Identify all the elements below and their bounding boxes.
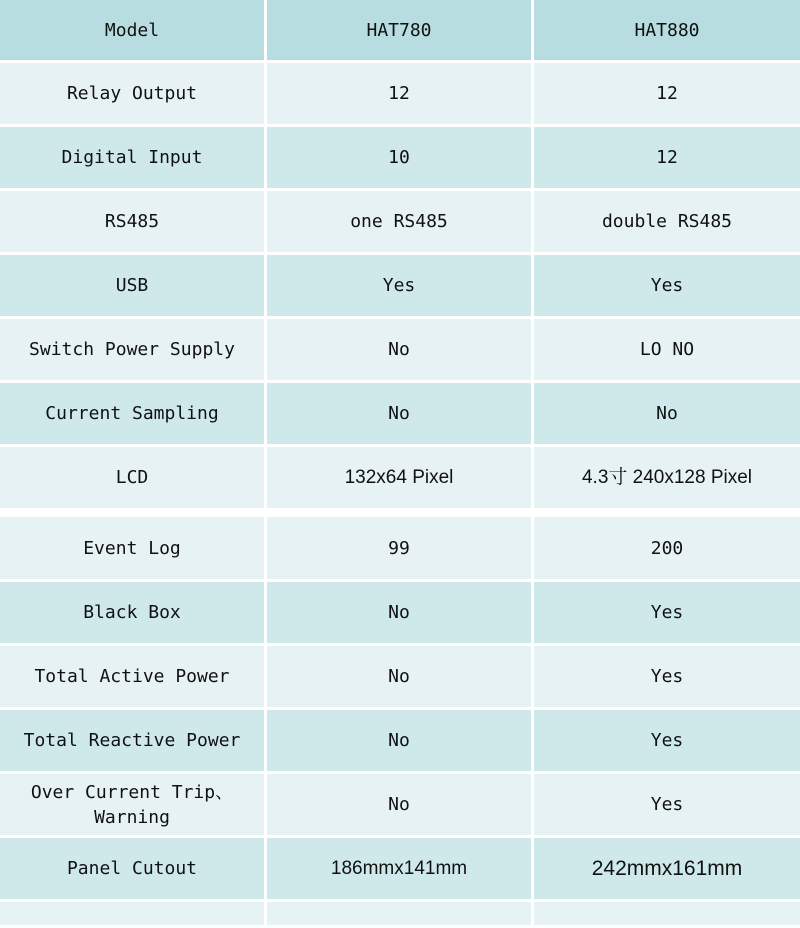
table-cell: No [267,710,534,774]
table-row [0,447,800,511]
table-row-empty [0,902,800,928]
table-row [0,191,800,255]
row-label: Total Active Power [0,646,267,710]
table-cell: 186mmx141mm [267,838,534,902]
table-cell: No [267,383,534,447]
table-cell: 12 [267,63,534,127]
table-cell: LO NO [534,319,800,383]
table-cell: 99 [267,517,534,582]
header-cell: Model [0,0,267,63]
table-cell: 4.3寸 240x128 Pixel [534,447,800,511]
row-label: USB [0,255,267,319]
table-cell: 200 [534,517,800,582]
row-label: Current Sampling [0,383,267,447]
table-cell [534,902,800,928]
table-row [0,127,800,191]
table-cell: Yes [534,710,800,774]
table-cell: Yes [267,255,534,319]
row-label: Over Current Trip、Warning [0,774,267,838]
row-label: RS485 [0,191,267,255]
table-cell: No [534,383,800,447]
row-label: Digital Input [0,127,267,191]
table-cell: Yes [534,774,800,838]
table-cell: one RS485 [267,191,534,255]
table-header-row [0,0,800,63]
table-row [0,774,800,838]
row-label: Total Reactive Power [0,710,267,774]
row-label: Panel Cutout [0,838,267,902]
table-cell: No [267,319,534,383]
table-cell: 12 [534,63,800,127]
table-cell: 132x64 Pixel [267,447,534,511]
row-label: Relay Output [0,63,267,127]
table-cell: No [267,582,534,646]
table-cell: 242mmx161mm [534,838,800,902]
table-cell: 10 [267,127,534,191]
row-label: Switch Power Supply [0,319,267,383]
table-cell: Yes [534,646,800,710]
table-row [0,255,800,319]
row-label: Black Box [0,582,267,646]
row-label: LCD [0,447,267,511]
table-row [0,838,800,902]
table-cell: No [267,774,534,838]
row-label: Event Log [0,517,267,582]
table-cell: Yes [534,582,800,646]
table-row [0,517,800,582]
table-row [0,710,800,774]
table-cell: No [267,646,534,710]
header-cell: HAT880 [534,0,800,63]
header-cell: HAT780 [267,0,534,63]
table-cell [0,902,267,928]
table-row [0,646,800,710]
table-cell: 12 [534,127,800,191]
table-row [0,319,800,383]
table-cell: double RS485 [534,191,800,255]
table-row [0,63,800,127]
table-cell: Yes [534,255,800,319]
table-row [0,582,800,646]
table-row [0,383,800,447]
table-cell [267,902,534,928]
